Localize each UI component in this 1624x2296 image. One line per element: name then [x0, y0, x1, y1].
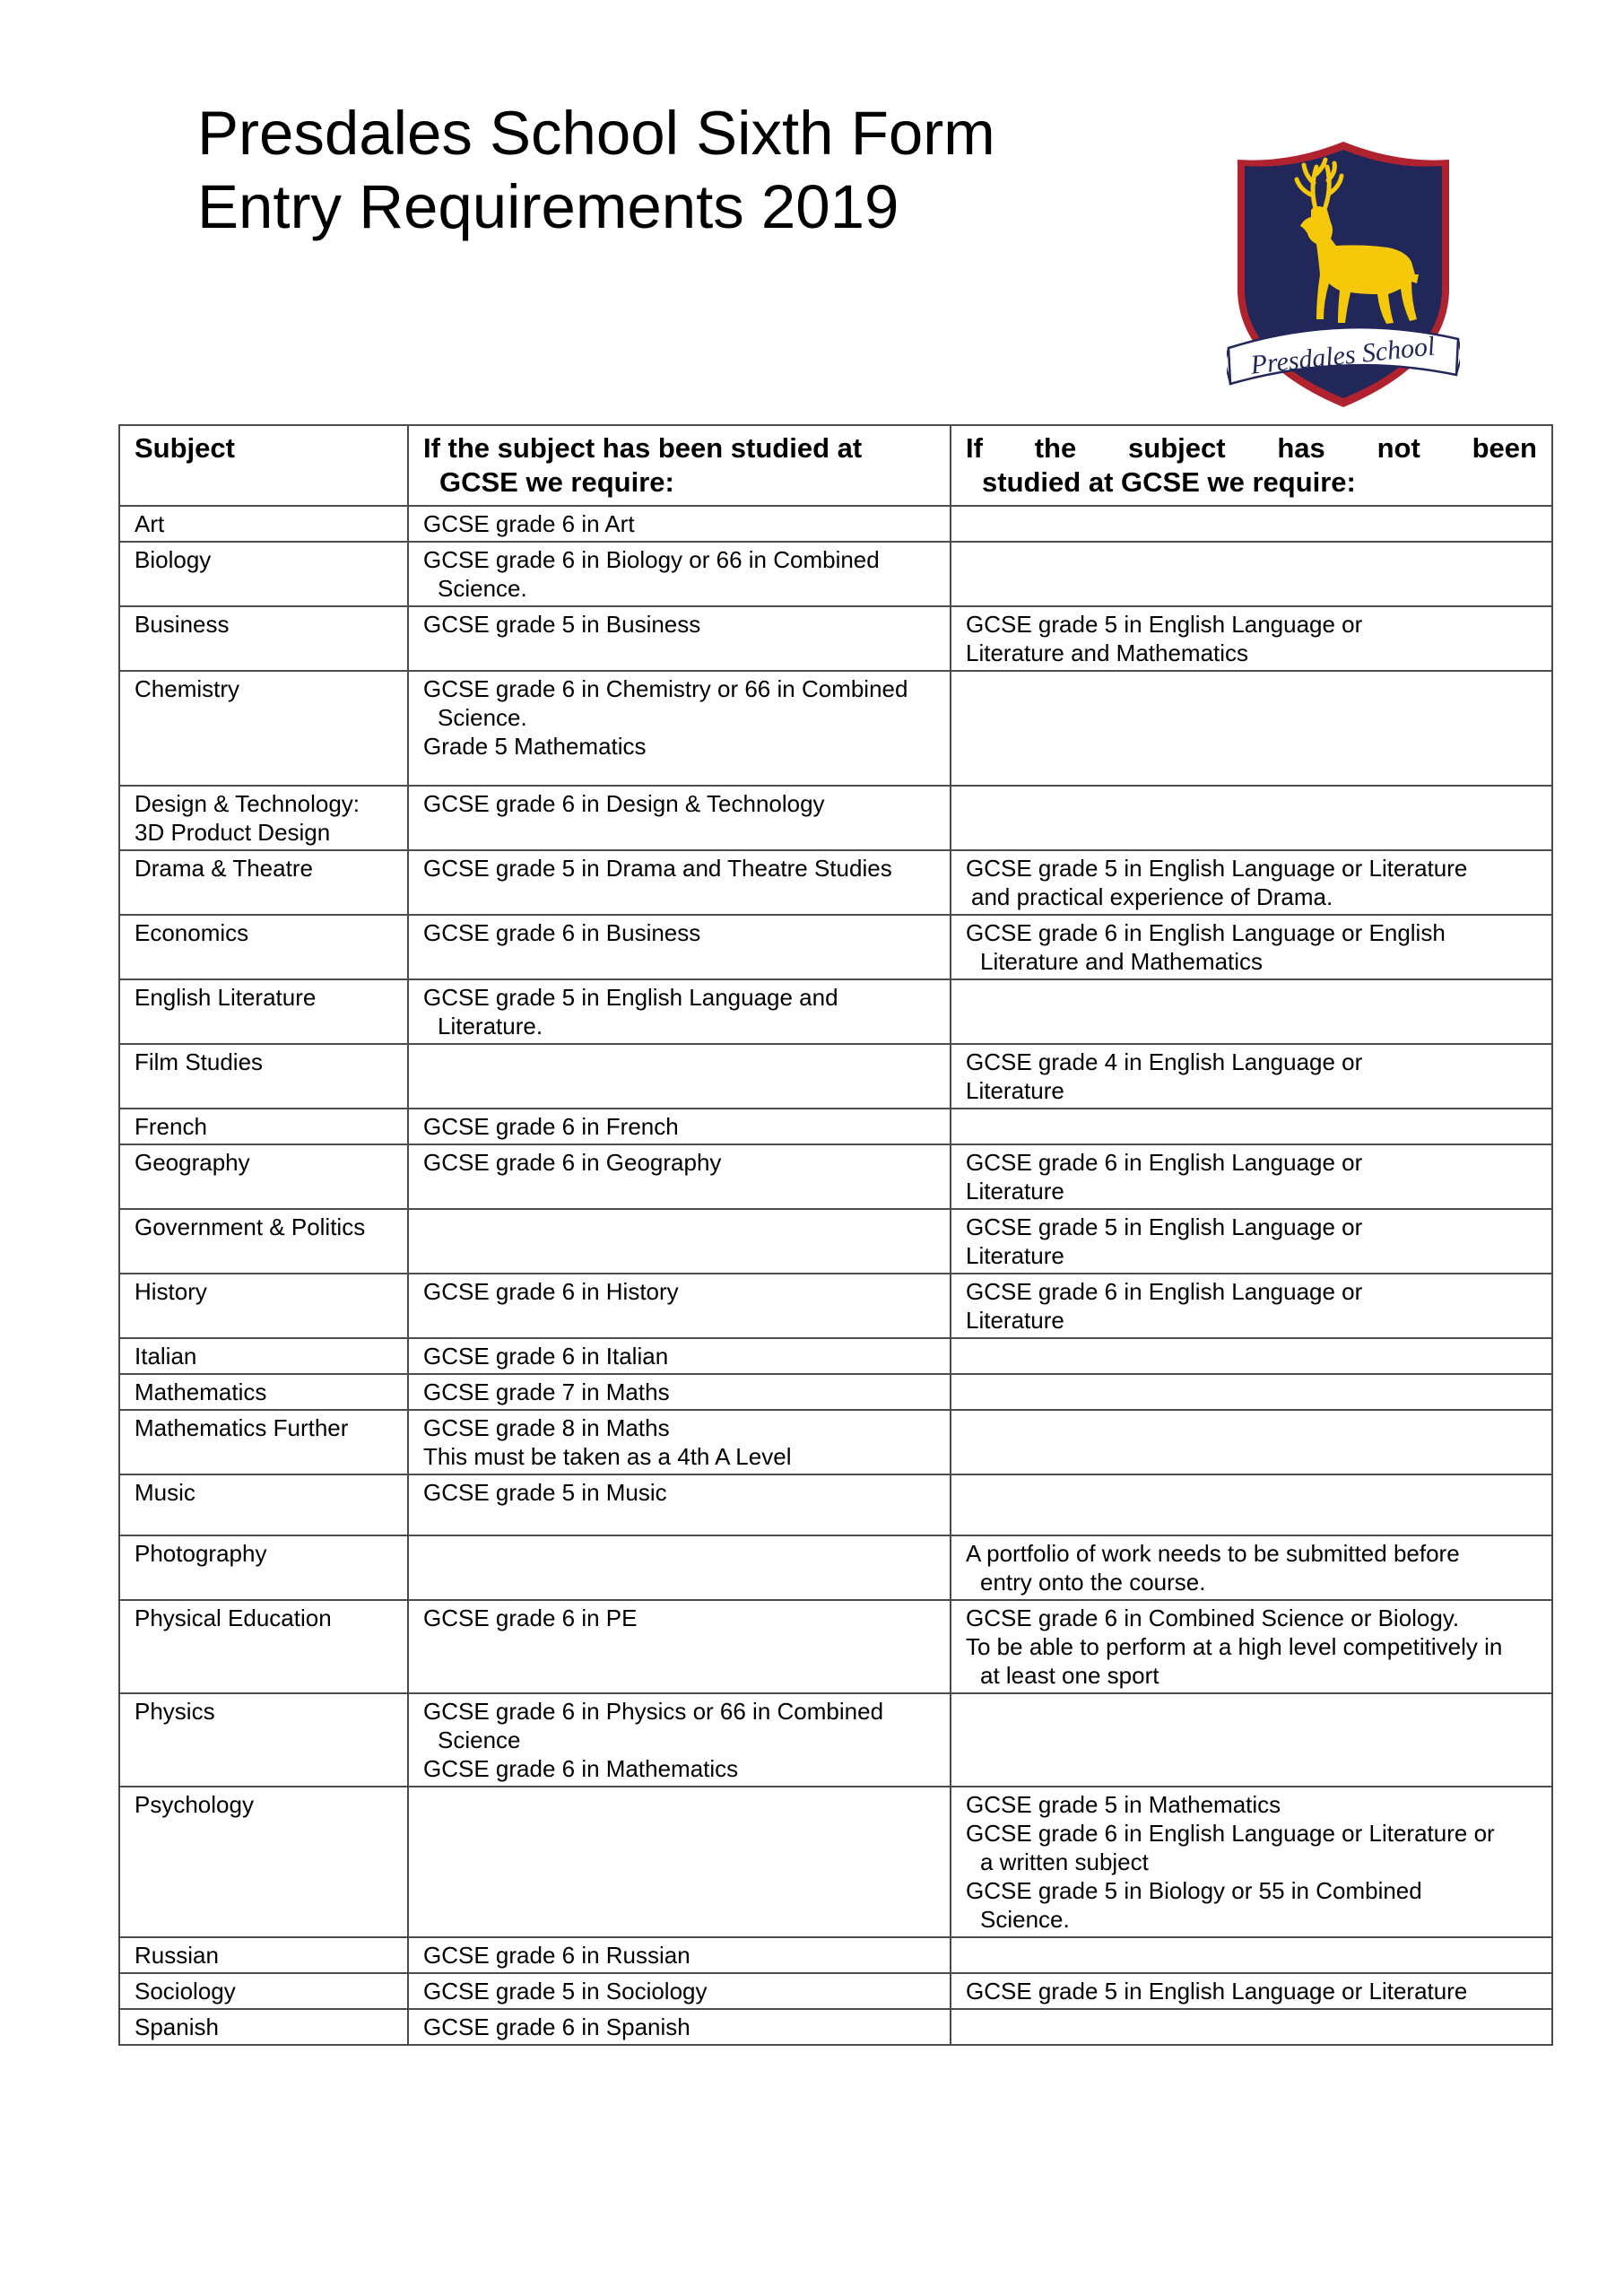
requirement-line: GCSE grade 6 in Art: [423, 510, 635, 537]
not-studied-requirement-cell: [951, 850, 1552, 915]
table-row: [119, 671, 1552, 786]
requirement-line: This must be taken as a 4th A Level: [423, 1443, 792, 1470]
requirement-line: and practical experience of Drama.: [971, 883, 1333, 910]
table-body: [119, 506, 1552, 2045]
subject-cell: [119, 2009, 408, 2045]
subject-name: Film Studies: [135, 1048, 264, 1075]
not-studied-requirement-cell: [951, 1109, 1552, 1144]
requirement-line: GCSE grade 5 in Biology or 55 in Combined: [966, 1877, 1422, 1904]
header-word: not: [1376, 432, 1420, 464]
subject-name: English Literature: [135, 984, 317, 1011]
subject-name: Geography: [135, 1149, 250, 1176]
requirement-line: GCSE grade 6 in English Language or: [966, 1149, 1363, 1176]
table-row: [119, 786, 1552, 850]
requirement-line: at least one sport: [980, 1662, 1159, 1689]
table-row: [119, 1474, 1552, 1535]
subject-cell: [119, 1338, 408, 1374]
subject-name: Music: [135, 1479, 195, 1506]
subject-cell: [119, 506, 408, 542]
studied-requirement-cell: [408, 1374, 951, 1410]
subject-name: Spanish: [135, 2013, 219, 2040]
requirement-line: Literature: [966, 1307, 1064, 1334]
table-row: [119, 542, 1552, 606]
header-word: subject: [1128, 432, 1226, 464]
subject-name: Biology: [135, 546, 212, 573]
table-row: [119, 1044, 1552, 1109]
studied-requirement-cell: [408, 542, 951, 606]
requirement-line: GCSE grade 6 in Russian: [423, 1942, 690, 1969]
entry-requirements-table: [118, 424, 1553, 2046]
not-studied-requirement-cell: [951, 1374, 1552, 1410]
not-studied-requirement-cell: [951, 1535, 1552, 1600]
requirement-line: GCSE grade 6 in Physics or 66 in Combined: [423, 1698, 884, 1725]
table-row: [119, 506, 1552, 542]
header-subject: Subject: [119, 425, 408, 506]
requirement-line: GCSE grade 6 in Mathematics: [423, 1755, 739, 1782]
subject-cell: [119, 1787, 408, 1937]
requirement-line: Literature: [966, 1242, 1064, 1269]
requirement-line: GCSE grade 6 in French: [423, 1113, 679, 1140]
subject-name: French: [135, 1113, 207, 1140]
requirement-line: Literature: [966, 1077, 1064, 1104]
subject-name: 3D Product Design: [135, 819, 331, 846]
header-word: been: [1472, 432, 1537, 464]
requirement-line: GCSE grade 6 in Spanish: [423, 2013, 690, 2040]
requirement-line: GCSE grade 5 in English Language or Literature: [966, 1978, 1468, 2005]
not-studied-requirement-cell: [951, 1600, 1552, 1693]
subject-name: Psychology: [135, 1791, 254, 1818]
subject-name: Business: [135, 611, 230, 638]
subject-cell: [119, 786, 408, 850]
not-studied-requirement-cell: [951, 1338, 1552, 1374]
subject-name: Mathematics: [135, 1378, 267, 1405]
studied-requirement-cell: [408, 1144, 951, 1209]
table-row: [119, 1209, 1552, 1274]
subject-cell: [119, 1535, 408, 1600]
table-row: [119, 1600, 1552, 1693]
table-row: [119, 1787, 1552, 1937]
studied-requirement-cell: [408, 1338, 951, 1374]
requirement-line: GCSE grade 5 in English Language or Literature: [966, 855, 1468, 882]
not-studied-requirement-cell: [951, 1209, 1552, 1274]
subject-cell: [119, 1937, 408, 1973]
subject-name: Chemistry: [135, 675, 240, 702]
requirement-line: Grade 5 Mathematics: [423, 733, 647, 760]
subject-name: Government & Politics: [135, 1213, 366, 1240]
page-title-line-1: Presdales School Sixth Form: [197, 99, 995, 168]
not-studied-requirement-cell: [951, 1937, 1552, 1973]
requirement-line: GCSE grade 5 in Business: [423, 611, 701, 638]
not-studied-requirement-cell: [951, 1973, 1552, 2009]
subject-cell: [119, 979, 408, 1044]
header-word: the: [1034, 432, 1077, 464]
requirement-line: GCSE grade 6 in Business: [423, 919, 701, 946]
requirement-line: GCSE grade 7 in Maths: [423, 1378, 670, 1405]
subject-cell: [119, 1144, 408, 1209]
table-row: [119, 915, 1552, 979]
table-row: [119, 1338, 1552, 1374]
studied-requirement-cell: [408, 1044, 951, 1109]
requirement-line: GCSE grade 5 in English Language and: [423, 984, 838, 1011]
not-studied-requirement-cell: [951, 786, 1552, 850]
requirement-line: GCSE grade 8 in Maths: [423, 1414, 670, 1441]
requirement-line: GCSE grade 5 in English Language or: [966, 611, 1363, 638]
requirement-line: Science: [438, 1726, 521, 1753]
subject-cell: [119, 1374, 408, 1410]
studied-requirement-cell: [408, 1600, 951, 1693]
table-row: [119, 1535, 1552, 1600]
requirement-line: GCSE grade 5 in Drama and Theatre Studies: [423, 855, 892, 882]
requirement-line: GCSE grade 6 in Combined Science or Biology.: [966, 1605, 1460, 1631]
requirement-line: Science.: [438, 704, 527, 731]
subject-cell: [119, 1474, 408, 1535]
subject-name: Physics: [135, 1698, 215, 1725]
table-row: [119, 1374, 1552, 1410]
subject-name: Photography: [135, 1540, 267, 1567]
table-row: [119, 1410, 1552, 1474]
requirement-line: a written subject: [980, 1848, 1149, 1875]
not-studied-requirement-cell: [951, 1274, 1552, 1338]
requirement-line: GCSE grade 6 in Chemistry or 66 in Combined: [423, 675, 908, 702]
subject-cell: [119, 1693, 408, 1787]
requirement-line: GCSE grade 6 in Geography: [423, 1149, 722, 1176]
not-studied-requirement-cell: [951, 606, 1552, 671]
studied-requirement-cell: [408, 1410, 951, 1474]
subject-cell: [119, 1109, 408, 1144]
not-studied-requirement-cell: [951, 979, 1552, 1044]
studied-requirement-cell: [408, 1535, 951, 1600]
header-word: If: [966, 432, 983, 464]
header-word: has: [1277, 432, 1325, 464]
requirement-line: To be able to perform at a high level competitively in: [966, 1633, 1503, 1660]
header-not-studied-at-gcse: If the subject has not been studied at GCSE we require:: [951, 425, 1552, 506]
page-title: [197, 97, 995, 244]
studied-requirement-cell: [408, 786, 951, 850]
studied-requirement-cell: [408, 979, 951, 1044]
subject-name: Italian: [135, 1343, 197, 1370]
table-row: [119, 606, 1552, 671]
subject-name: Design & Technology:: [135, 790, 360, 817]
requirement-line: GCSE grade 6 in PE: [423, 1605, 638, 1631]
subject-cell: [119, 1973, 408, 2009]
subject-name: Mathematics Further: [135, 1414, 349, 1441]
subject-name: Economics: [135, 919, 249, 946]
table-row: [119, 1693, 1552, 1787]
requirement-line: GCSE grade 5 in English Language or: [966, 1213, 1363, 1240]
page-title-line-2: Entry Requirements 2019: [197, 172, 899, 241]
not-studied-requirement-cell: [951, 506, 1552, 542]
studied-requirement-cell: [408, 1693, 951, 1787]
subject-cell: [119, 606, 408, 671]
table-row: [119, 1973, 1552, 2009]
table-row: [119, 1144, 1552, 1209]
requirement-line: Science.: [438, 575, 527, 602]
requirement-line: entry onto the course.: [980, 1569, 1206, 1596]
subject-name: Sociology: [135, 1978, 236, 2005]
crest-banner-text: Presdales School: [1249, 331, 1437, 380]
subject-cell: [119, 915, 408, 979]
not-studied-requirement-cell: [951, 542, 1552, 606]
subject-cell: [119, 1209, 408, 1274]
table-row: [119, 850, 1552, 915]
table-row: [119, 2009, 1552, 2045]
table-row: [119, 1109, 1552, 1144]
subject-cell: [119, 1410, 408, 1474]
requirement-line: GCSE grade 6 in English Language or Literature or: [966, 1820, 1495, 1847]
subject-cell: [119, 542, 408, 606]
requirement-line: GCSE grade 4 in English Language or: [966, 1048, 1363, 1075]
requirement-line: GCSE grade 5 in Music: [423, 1479, 667, 1506]
not-studied-requirement-cell: [951, 1787, 1552, 1937]
studied-requirement-cell: [408, 671, 951, 786]
subject-name: History: [135, 1278, 207, 1305]
studied-requirement-cell: [408, 1109, 951, 1144]
studied-requirement-cell: [408, 1474, 951, 1535]
studied-requirement-cell: [408, 915, 951, 979]
not-studied-requirement-cell: [951, 1474, 1552, 1535]
requirement-line: GCSE grade 6 in Design & Technology: [423, 790, 825, 817]
school-crest-logo: [1227, 140, 1460, 409]
studied-requirement-cell: [408, 2009, 951, 2045]
not-studied-requirement-cell: [951, 671, 1552, 786]
requirement-line: Literature.: [438, 1013, 543, 1039]
requirement-line: Science.: [980, 1906, 1070, 1933]
studied-requirement-cell: [408, 1274, 951, 1338]
subject-name: Russian: [135, 1942, 219, 1969]
table-row: [119, 979, 1552, 1044]
subject-name: Drama & Theatre: [135, 855, 313, 882]
not-studied-requirement-cell: [951, 1144, 1552, 1209]
table-header-row: [119, 425, 1552, 506]
studied-requirement-cell: [408, 850, 951, 915]
requirement-line: GCSE grade 6 in English Language or English: [966, 919, 1446, 946]
requirement-line: GCSE grade 6 in English Language or: [966, 1278, 1363, 1305]
not-studied-requirement-cell: [951, 1410, 1552, 1474]
requirement-line: GCSE grade 6 in Italian: [423, 1343, 669, 1370]
requirement-line: GCSE grade 6 in Biology or 66 in Combined: [423, 546, 880, 573]
subject-name: Art: [135, 510, 165, 537]
subject-cell: [119, 1274, 408, 1338]
table-row: [119, 1937, 1552, 1973]
subject-cell: [119, 671, 408, 786]
table-row: [119, 1274, 1552, 1338]
studied-requirement-cell: [408, 1787, 951, 1937]
studied-requirement-cell: [408, 1209, 951, 1274]
subject-cell: [119, 850, 408, 915]
studied-requirement-cell: [408, 506, 951, 542]
requirement-line: GCSE grade 5 in Sociology: [423, 1978, 708, 2005]
not-studied-requirement-cell: [951, 915, 1552, 979]
header-studied-at-gcse: If the subject has been studied at GCSE we require:: [408, 425, 951, 506]
not-studied-requirement-cell: [951, 1693, 1552, 1787]
not-studied-requirement-cell: [951, 2009, 1552, 2045]
subject-cell: [119, 1600, 408, 1693]
requirement-line: Literature and Mathematics: [966, 639, 1249, 666]
not-studied-requirement-cell: [951, 1044, 1552, 1109]
studied-requirement-cell: [408, 1937, 951, 1973]
requirement-line: GCSE grade 6 in History: [423, 1278, 679, 1305]
studied-requirement-cell: [408, 606, 951, 671]
requirement-line: Literature: [966, 1178, 1064, 1205]
requirement-line: GCSE grade 5 in Mathematics: [966, 1791, 1281, 1818]
requirement-line: Literature and Mathematics: [980, 948, 1264, 975]
subject-cell: [119, 1044, 408, 1109]
requirement-line: A portfolio of work needs to be submitted before: [966, 1540, 1460, 1567]
studied-requirement-cell: [408, 1973, 951, 2009]
subject-name: Physical Education: [135, 1605, 332, 1631]
